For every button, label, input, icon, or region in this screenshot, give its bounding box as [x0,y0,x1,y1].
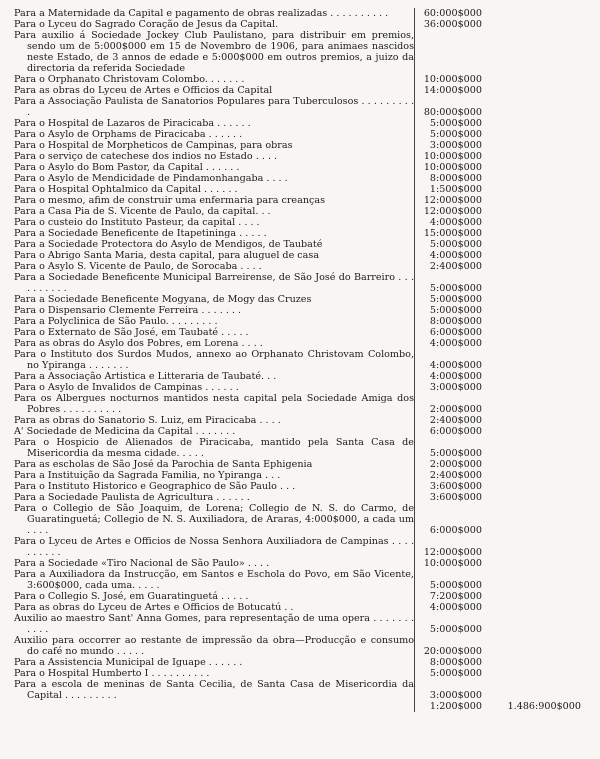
ledger-description: Para o Instituto dos Surdos Mudos, annexo ao Orphanato Christovam Colombo, no Ypiranga . . . . . . . [14,349,414,371]
ledger-row [14,503,594,536]
ledger-row [14,261,594,272]
ledger-amount: 3:600$000 [414,492,485,503]
ledger-row [14,327,594,338]
ledger-row [14,19,594,30]
ledger-description: Para a Sociedade «Tiro Nacional de São Paulo» . . . . [14,558,270,569]
ledger-row [14,74,594,85]
ledger-amount: 80:000$000 [414,96,485,118]
ledger-row [14,250,594,261]
ledger-description: Para a escola de meninas de Santa Cecilia, de Santa Casa de Misericordia da Capital . . . . . . . . . [14,679,414,701]
ledger-row [14,668,594,679]
ledger-total [511,140,581,151]
ledger-total [511,239,581,250]
ledger-amount: 5:000$000 [414,569,485,591]
ledger-row [14,591,594,602]
ledger-description: Para os Albergues nocturnos mantidos nesta capital pela Sociedade Amiga dos Pobres . . . . . . . . . . [14,393,414,415]
ledger-row [14,305,594,316]
ledger-row [14,118,594,129]
ledger-row [14,316,594,327]
ledger-description: Para o Lyceu do Sagrado Coração de Jesus da Capital. [14,19,279,30]
ledger-amount: 4:000$000 [414,349,485,371]
ledger-total [511,602,581,613]
ledger-amount: 3:000$000 [414,382,485,393]
ledger-amount: 12:000$000 [414,536,485,558]
ledger-row [14,679,594,701]
ledger-total [511,668,581,679]
ledger-description: Para o Hospital Ophtalmico da Capital . . . . . . [14,184,238,195]
ledger-amount: 5:000$000 [414,294,485,305]
ledger-description: Para a Associação Artistica e Litteraria de Taubaté. . . [14,371,277,382]
ledger-description: Para a Sociedade Beneficente de Itapetininga . . . . . [14,228,267,239]
ledger-row [14,8,594,19]
ledger-amount: 5:000$000 [414,118,485,129]
ledger-row [14,294,594,305]
ledger-amount: 4:000$000 [414,371,485,382]
ledger-description: Para a Assistencia Municipal de Iguape . . . . . . [14,657,243,668]
ledger-amount: 10:000$000 [414,151,485,162]
ledger-amount: 6:000$000 [414,327,485,338]
ledger-total [511,657,581,668]
ledger-total [511,129,581,140]
ledger-row [14,393,594,415]
ledger-description: Para as obras do Asylo dos Pobres, em Lorena . . . . [14,338,263,349]
ledger-total [511,30,581,74]
ledger-row [14,85,594,96]
ledger-amount: 5:000$000 [414,305,485,316]
ledger-description: Para a Casa Pia de S. Vicente de Paulo, da capital. . . [14,206,271,217]
ledger-description: Para as obras do Sanatorio S. Luiz, em Piracicaba . . . . [14,415,281,426]
ledger-amount: 8:000$000 [414,316,485,327]
ledger-description: Para o Orphanato Christovam Colombo. . . . . . . [14,74,245,85]
ledger-amount: 1:200$000 [414,701,485,712]
ledger-amount: 2:000$000 [414,393,485,415]
ledger-row [14,382,594,393]
ledger-description: Para o Collegio de São Joaquim, de Lorena; Collegio de N. S. do Carmo, de Guaratinguetá; Collegio de N. S. Auxiliadora, de Araras, 4:000$000, a cada um . . . . [14,503,414,536]
ledger-amount: 6:000$000 [414,426,485,437]
ledger-row [14,426,594,437]
ledger-amount: 14:000$000 [414,85,485,96]
ledger-row [14,437,594,459]
ledger-row [14,30,594,74]
ledger-total [511,393,581,415]
ledger-description: Para as obras do Lyceu de Artes e Officios da Capital [14,85,273,96]
ledger-amount: 5:000$000 [414,129,485,140]
ledger-total [511,371,581,382]
ledger-total [511,459,581,470]
ledger-total [511,679,581,701]
ledger-description: Auxilio ao maestro Sant' Anna Gomes, para representação de uma opera . . . . . . . . . . . [14,613,414,635]
ledger-row [14,349,594,371]
ledger-amount: 5:000$000 [414,272,485,294]
ledger-total [511,19,581,30]
ledger-description: Para o Asylo de Orphams de Piracicaba . . . . . . [14,129,243,140]
ledger-description: Para o Asylo de Mendicidade de Pindamonhangaba . . . . [14,173,288,184]
ledger-row [14,272,594,294]
ledger-description: Para o Lyceu de Artes e Officios de Nossa Senhora Auxiliadora de Campinas . . . . . . . . . . [14,536,414,558]
ledger-total [511,96,581,118]
ledger-total [511,305,581,316]
ledger-amount: 2:400$000 [414,261,485,272]
ledger-amount: 5:000$000 [414,668,485,679]
ledger-row [14,140,594,151]
ledger-amount: 4:000$000 [414,602,485,613]
ledger-total [511,437,581,459]
ledger-amount: 3:000$000 [414,679,485,701]
ledger-row [14,162,594,173]
ledger-row [14,481,594,492]
ledger-description: Para o Collegio S. José, em Guaratinguetá . . . . . [14,591,249,602]
ledger-amount: 8:000$000 [414,657,485,668]
ledger-row [14,371,594,382]
ledger-total [511,250,581,261]
ledger-row [14,657,594,668]
ledger-total [511,536,581,558]
ledger-amount [414,30,485,74]
ledger-total [511,591,581,602]
ledger-row [14,569,594,591]
ledger-description: Para o Hospicio de Alienados de Piracicaba, mantido pela Santa Casa de Misericordia da mesma cidade. . . . . [14,437,414,459]
ledger-amount: 5:000$000 [414,613,485,635]
ledger-total [511,503,581,536]
ledger-row [14,536,594,558]
ledger-amount: 4:000$000 [414,338,485,349]
ledger-amount: 7:200$000 [414,591,485,602]
ledger-description: Para o Asylo de Invalidos de Campinas . . . . . . [14,382,239,393]
ledger-amount: 4:000$000 [414,217,485,228]
ledger-row [14,415,594,426]
ledger-total [511,206,581,217]
ledger-amount: 3:600$000 [414,481,485,492]
ledger-row [14,470,594,481]
ledger-total [511,426,581,437]
ledger-description: Para o Dispensario Clemente Ferreira . . . . . . . [14,305,242,316]
ledger-description: Para o Hospital de Morpheticos de Campinas, para obras [14,140,293,151]
ledger-amount: 10:000$000 [414,558,485,569]
ledger-description: A' Sociedade de Medicina da Capital . . . . . . . [14,426,236,437]
ledger-row [14,206,594,217]
ledger-description: Para a Auxiliadora da Instrucção, em Santos e Eschola do Povo, em São Vicente, 3:600$000, cada uma. . . . . [14,569,414,591]
ledger-row [14,195,594,206]
ledger-description: Para o Abrigo Santa Maria, desta capital, para aluguel de casa [14,250,320,261]
ledger-amount: 8:000$000 [414,173,485,184]
ledger-row [14,613,594,635]
ledger-description: Para a Sociedade Beneficente Mogyana, de Mogy das Cruzes [14,294,312,305]
ledger-amount: 12:000$000 [414,206,485,217]
ledger-description: Para o Hospital de Lazaros de Piracicaba . . . . . . [14,118,251,129]
ledger-amount: 36:000$000 [414,19,485,30]
ledger-amount: 1:500$000 [414,184,485,195]
ledger-amount: 15:000$000 [414,228,485,239]
ledger-total [511,228,581,239]
ledger-amount: 4:000$000 [414,250,485,261]
ledger-amount: 60:000$000 [414,8,485,19]
ledger-description: Para o custeio do Instituto Pasteur, da capital . . . . [14,217,260,228]
ledger-description: Para a Polyclinica de São Paulo. . . . . . . . . [14,316,218,327]
ledger-description: Para as escholas de São José da Parochia de Santa Ephigenia [14,459,313,470]
ledger-amount: 2:400$000 [414,470,485,481]
ledger-amount: 2:000$000 [414,459,485,470]
ledger-total [511,118,581,129]
ledger-description: Para a Maternidade da Capital e pagamento de obras realizadas . . . . . . . . . . [14,8,389,19]
ledger-description: Para a Sociedade Protectora do Asylo de Mendigos, de Taubaté [14,239,323,250]
ledger-description: Para o Externato de São José, em Taubaté . . . . . [14,327,249,338]
ledger-total [511,151,581,162]
ledger-total [511,74,581,85]
ledger-total [511,195,581,206]
ledger-total [511,349,581,371]
ledger-description: Para o Asylo S. Vicente de Paulo, de Sorocaba . . . . [14,261,262,272]
expense-ledger [14,8,594,712]
ledger-description: Para o Hospital Humberto I . . . . . . . . . . [14,668,210,679]
ledger-total [511,272,581,294]
ledger-row [14,492,594,503]
ledger-total [511,184,581,195]
ledger-total [511,85,581,96]
ledger-total [511,415,581,426]
ledger-row [14,129,594,140]
ledger-description: Para a Instituição da Sagrada Familia, no Ypiranga . . . [14,470,281,481]
ledger-row [14,635,594,657]
ledger-total [511,613,581,635]
ledger-row [14,459,594,470]
ledger-total [511,294,581,305]
ledger-description: Para o Asylo do Bom Pastor, da Capital . . . . . . [14,162,240,173]
ledger-row [14,701,594,712]
ledger-description: Para o Instituto Historico e Geographico de São Paulo . . . [14,481,296,492]
ledger-description: Para a Sociedade Paulista de Agricultura . . . . . . [14,492,250,503]
ledger-description: Para o mesmo, afim de construir uma enfermaria para creanças [14,195,326,206]
ledger-row [14,338,594,349]
ledger-total [511,217,581,228]
ledger-total [511,261,581,272]
ledger-description: Para o serviço de catechese dos indios no Estado . . . . [14,151,278,162]
ledger-total [511,382,581,393]
ledger-amount: 5:000$000 [414,239,485,250]
ledger-row [14,239,594,250]
ledger-total [511,492,581,503]
ledger-total [511,635,581,657]
ledger-row [14,184,594,195]
ledger-total: 1.486:900$000 [507,701,581,712]
ledger-description: Para a Associação Paulista de Sanatorios Populares para Tuberculosos . . . . . . . . . . [14,96,414,118]
ledger-row [14,173,594,184]
ledger-description: Para as obras do Lyceu de Artes e Officios de Botucatú . . [14,602,294,613]
ledger-description: Auxilio para occorrer ao restante de impressão da obra—Producção e consumo do café no mundo . . . . . [14,635,414,657]
ledger-amount: 5:000$000 [414,437,485,459]
ledger-amount: 12:000$000 [414,195,485,206]
ledger-total [511,8,581,19]
ledger-row [14,96,594,118]
ledger-amount: 10:000$000 [414,162,485,173]
ledger-description: Para a Sociedade Beneficente Municipal Barreirense, de São José do Barreiro . . . . . . . . . . [14,272,414,294]
ledger-row [14,151,594,162]
ledger-amount: 10:000$000 [414,74,485,85]
ledger-row [14,602,594,613]
ledger-total [511,327,581,338]
ledger-total [511,338,581,349]
ledger-amount: 6:000$000 [414,503,485,536]
ledger-amount: 3:000$000 [414,140,485,151]
ledger-total [511,173,581,184]
ledger-amount: 20:000$000 [414,635,485,657]
ledger-amount: 2:400$000 [414,415,485,426]
ledger-total [511,162,581,173]
ledger-total [511,470,581,481]
ledger-row [14,558,594,569]
ledger-total [511,569,581,591]
ledger-total [511,558,581,569]
ledger-total [511,316,581,327]
ledger-total [511,481,581,492]
ledger-description: Para auxilio á Sociedade Jockey Club Paulistano, para distribuir em premios, sendo um de 5:000$000 em 15 de Novembro de 1906, para animaes nascidos neste Estado, de 3 annos de edade e 5:000$000 em outros premios, a juizo da directoria da referida Sociedade [14,30,414,74]
ledger-row [14,217,594,228]
ledger-row [14,228,594,239]
